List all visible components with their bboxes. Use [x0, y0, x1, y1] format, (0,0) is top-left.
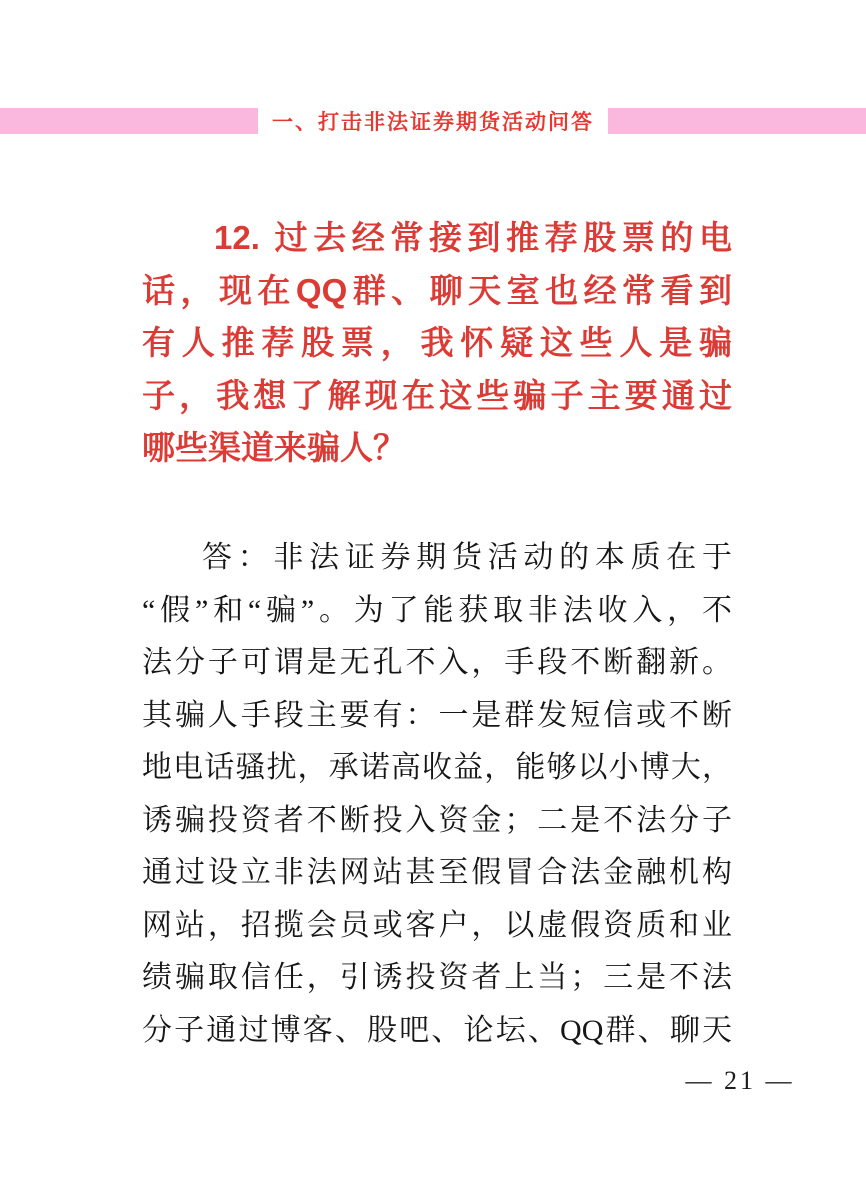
question-line: 哪些渠道来骗人？	[142, 429, 406, 466]
answer-line: 网站，招揽会员或客户，以虚假资质和业	[142, 908, 732, 942]
answer-line: 分子通过博客、股吧、论坛、QQ群、聊天	[142, 1013, 732, 1047]
answer-line: 地电话骚扰，承诺高收益，能够以小博大，	[142, 751, 732, 784]
answer-line: 答：非法证券期货活动的本质在于	[202, 541, 732, 574]
answer-body	[142, 532, 732, 1057]
chapter-title: 一、打击非法证券期货活动问答	[272, 111, 594, 134]
header-band-left	[0, 108, 258, 134]
question-line: 有人推荐股票，我怀疑这些人是骗	[142, 324, 732, 361]
question-line: 话，现在QQ群、聊天室也经常看到	[142, 271, 732, 309]
answer-line: 通过设立非法网站甚至假冒合法金融机构	[142, 856, 732, 889]
page-header	[0, 108, 866, 134]
answer-line: 其骗人手段主要有：一是群发短信或不断	[142, 698, 732, 732]
answer-line: 绩骗取信任，引诱投资者上当；三是不法	[142, 961, 732, 994]
question-line: 子，我想了解现在这些骗子主要通过	[142, 376, 732, 414]
answer-line: “假”和“骗”。为了能获取非法收入，不	[142, 593, 732, 627]
page-number: — 21 —	[685, 1066, 795, 1095]
header-band-right	[608, 108, 866, 134]
answer-line: 诱骗投资者不断投入资金；二是不法分子	[142, 803, 732, 837]
question-line: 12. 过去经常接到推荐股票的电	[214, 219, 732, 256]
question-heading	[142, 212, 732, 475]
answer-line: 法分子可谓是无孔不入，手段不断翻新。	[142, 646, 732, 679]
